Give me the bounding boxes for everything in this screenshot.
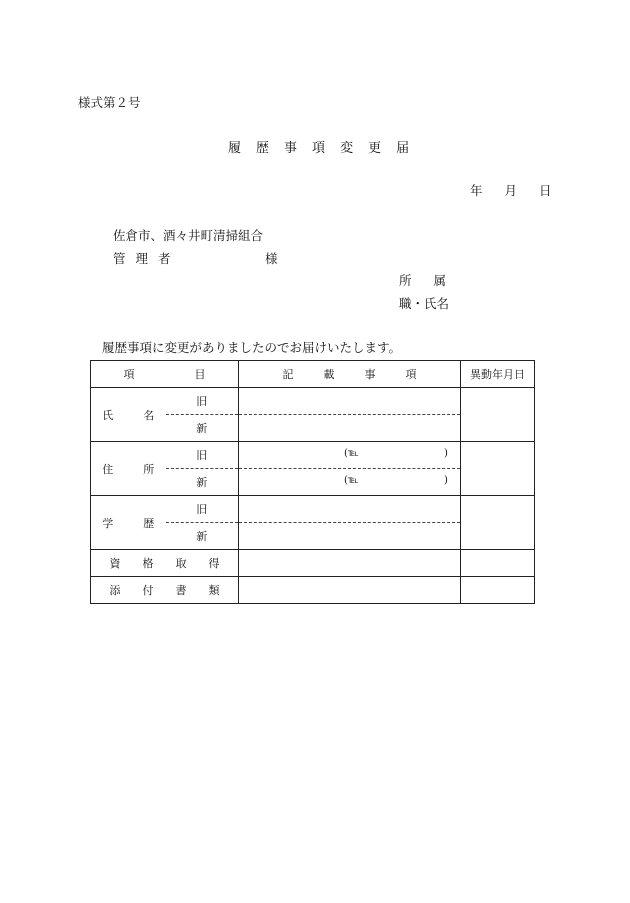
new-label: 新 bbox=[166, 523, 239, 550]
change-table bbox=[90, 360, 535, 604]
attachments-date[interactable] bbox=[461, 577, 535, 604]
title-char: 履 bbox=[228, 141, 242, 156]
tel-open: (℡ bbox=[344, 475, 359, 486]
qualification-date[interactable] bbox=[461, 550, 535, 577]
date-day: 日 bbox=[539, 183, 552, 198]
table-row bbox=[91, 550, 535, 577]
address-new-value[interactable] bbox=[239, 469, 461, 496]
row-label-address: 住 所 bbox=[91, 442, 166, 496]
addressee-org: 佐倉市、酒々井町清掃組合 bbox=[113, 228, 264, 243]
sender-affiliation: 所 属 bbox=[399, 273, 447, 288]
row-label-education: 学 歴 bbox=[91, 496, 166, 550]
row-label-attachments: 添 付 書 類 bbox=[91, 577, 239, 604]
new-label: 新 bbox=[166, 469, 239, 496]
tel-close: ) bbox=[444, 448, 448, 459]
title-char: 歴 bbox=[256, 141, 270, 156]
tel-close: ) bbox=[444, 475, 448, 486]
addressee-role: 管 理 者 bbox=[113, 251, 171, 266]
old-label: 旧 bbox=[166, 388, 239, 415]
address-old-value[interactable] bbox=[239, 442, 461, 469]
row-label-name: 氏 名 bbox=[91, 388, 166, 442]
table-header-row bbox=[91, 361, 535, 388]
table-row bbox=[91, 577, 535, 604]
title-char: 届 bbox=[396, 141, 410, 156]
intro-text: 履歴事項に変更がありましたのでお届けいたします。 bbox=[102, 340, 402, 355]
table-row bbox=[91, 442, 535, 469]
header-content: 記 載 事 項 bbox=[239, 361, 461, 388]
date-line bbox=[470, 181, 552, 199]
education-change-date[interactable] bbox=[461, 496, 535, 550]
old-label: 旧 bbox=[166, 496, 239, 523]
title-char: 変 bbox=[340, 141, 354, 156]
header-item: 項 目 bbox=[91, 361, 239, 388]
attachments-value[interactable] bbox=[239, 577, 461, 604]
education-new-value[interactable] bbox=[239, 523, 461, 550]
qualification-value[interactable] bbox=[239, 550, 461, 577]
old-label: 旧 bbox=[166, 442, 239, 469]
date-year: 年 bbox=[470, 183, 483, 198]
table-row bbox=[91, 388, 535, 415]
name-change-date[interactable] bbox=[461, 388, 535, 442]
table-row bbox=[91, 496, 535, 523]
title-char: 事 bbox=[284, 141, 298, 156]
new-label: 新 bbox=[166, 415, 239, 442]
sender-name-label: 職・氏名 bbox=[399, 296, 450, 311]
addressee-honorific: 様 bbox=[265, 251, 278, 266]
education-old-value[interactable] bbox=[239, 496, 461, 523]
title-char: 項 bbox=[312, 141, 326, 156]
address-change-date[interactable] bbox=[461, 442, 535, 496]
form-number: 様式第２号 bbox=[78, 95, 141, 110]
name-old-value[interactable] bbox=[239, 388, 461, 415]
title-char: 更 bbox=[368, 141, 382, 156]
name-new-value[interactable] bbox=[239, 415, 461, 442]
tel-open: (℡ bbox=[344, 448, 359, 459]
header-date: 異動年月日 bbox=[461, 361, 535, 388]
date-month: 月 bbox=[504, 183, 518, 198]
document-title bbox=[228, 137, 409, 156]
row-label-qualification: 資 格 取 得 bbox=[91, 550, 239, 577]
